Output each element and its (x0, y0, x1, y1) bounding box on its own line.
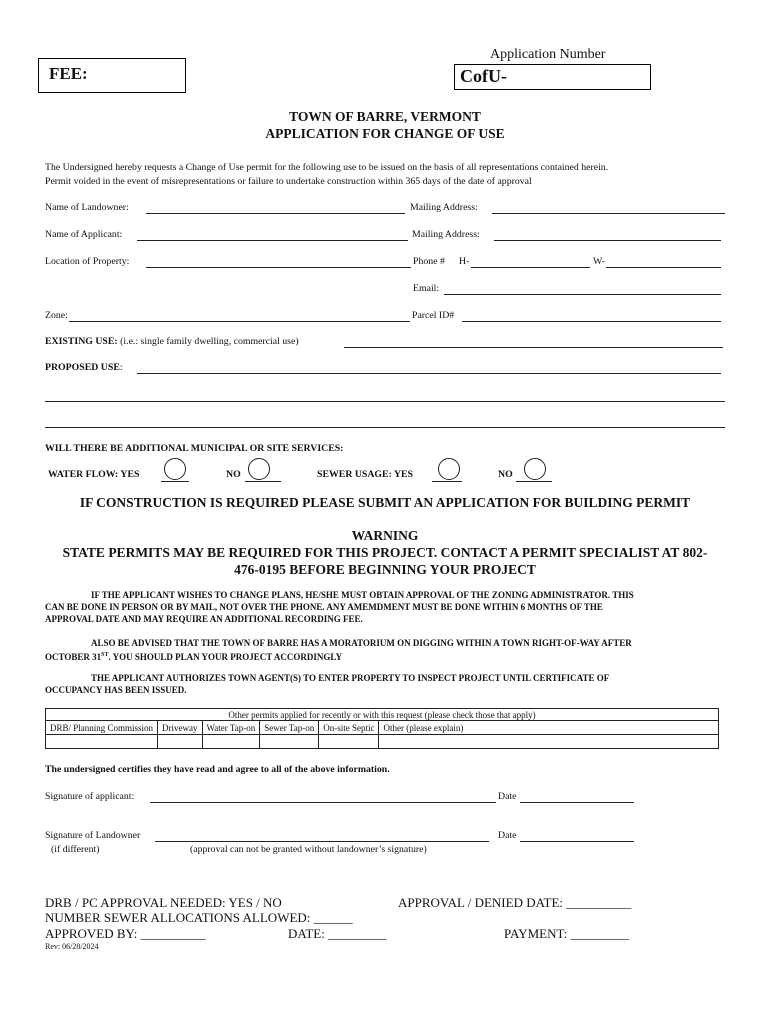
permits-check-septic[interactable] (319, 735, 379, 749)
landowner-approval-note: (approval can not be granted without landowner’s signature) (190, 844, 427, 855)
phone-label: Phone # (413, 256, 445, 267)
warning-line-1: STATE PERMITS MAY BE REQUIRED FOR THIS PROJECT. CONTACT A PERMIT SPECIALIST AT 802- (62, 545, 708, 560)
sewer-usage-no-underline (516, 481, 552, 482)
phone-home-field[interactable] (471, 267, 590, 268)
proposed-use-field[interactable] (137, 373, 721, 374)
warning-heading: WARNING (351, 528, 419, 543)
permits-column-other: Other (please explain) (379, 721, 719, 735)
permits-check-water-tap[interactable] (202, 735, 260, 749)
water-flow-no-radio[interactable] (248, 458, 270, 480)
permits-column-driveway: Driveway (158, 721, 203, 735)
mailing-address-2-field[interactable] (494, 240, 721, 241)
landowner-field[interactable] (146, 213, 405, 214)
change-plans-line-3: APPROVAL DATE AND MAY REQUIRE AN ADDITIONAL RECORDING FEE. (45, 614, 363, 624)
change-plans-paragraph (45, 589, 725, 625)
permits-column-drb: DRB/ Planning Commission (46, 721, 158, 735)
approval-date: DATE: _________ (288, 926, 387, 941)
warning-line-2: 476-0195 BEFORE BEGINNING YOUR PROJECT (234, 562, 536, 577)
existing-use-field[interactable] (344, 347, 723, 348)
sewer-allocations-allowed: NUMBER SEWER ALLOCATIONS ALLOWED: ______ (45, 910, 353, 925)
permits-column-septic: On-site Septic (319, 721, 379, 735)
intro-line-2: Permit voided in the event of misrepresentations or failure to undertake construction within 365 days of the date of approval (45, 176, 532, 187)
landowner-date-field[interactable] (520, 841, 634, 842)
drb-approval-needed: DRB / PC APPROVAL NEEDED: YES / NO (45, 895, 282, 910)
change-plans-line-2: CAN BE DONE IN PERSON OR BY MAIL, NOT OVER THE PHONE. ANY AMEMDMENT MUST BE DONE WITHIN 6 MONTHS OF THE (45, 602, 603, 612)
location-label: Location of Property: (45, 256, 130, 267)
phone-home-label: H- (459, 256, 470, 267)
proposed-use-field-line-2[interactable] (45, 401, 725, 402)
zone-label: Zone: (45, 310, 68, 321)
intro-line-1: The Undersigned hereby requests a Change of Use permit for the following use to be issued on the basis of all representations contained herein. (45, 162, 609, 173)
proposed-use-row (45, 362, 123, 373)
mailing-address-2-label: Mailing Address: (412, 229, 480, 240)
landowner-signature-label: Signature of Landowner (45, 830, 141, 841)
proposed-use-field-line-3[interactable] (45, 427, 725, 428)
landowner-label: Name of Landowner: (45, 202, 129, 213)
permits-table-header-row (46, 709, 719, 721)
mailing-address-1-label: Mailing Address: (410, 202, 478, 213)
applicant-field[interactable] (137, 240, 408, 241)
permits-table-checkbox-row (46, 735, 719, 749)
services-question: WILL THERE BE ADDITIONAL MUNICIPAL OR SITE SERVICES: (45, 443, 344, 454)
permits-table-columns-row (46, 721, 719, 735)
permits-check-drb[interactable] (46, 735, 158, 749)
water-flow-no-underline (245, 481, 281, 482)
construction-notice: IF CONSTRUCTION IS REQUIRED PLEASE SUBMIT AN APPLICATION FOR BUILDING PERMIT (79, 495, 691, 510)
existing-use-hint: (i.e.: single family dwelling, commercial use) (120, 336, 299, 347)
permits-check-driveway[interactable] (158, 735, 203, 749)
email-label: Email: (413, 283, 440, 294)
existing-use-row (45, 336, 299, 347)
inspection-line-1: THE APPLICANT AUTHORIZES TOWN AGENT(S) TO ENTER PROPERTY TO INSPECT PROJECT UNTIL CERTIFICATE OF (91, 673, 610, 683)
proposed-use-label: PROPOSED USE (45, 362, 120, 373)
inspection-paragraph (45, 672, 725, 696)
revision-date: Rev: 06/28/2024 (45, 942, 99, 951)
permits-column-water-tap: Water Tap-on (202, 721, 260, 735)
existing-use-label: EXISTING USE: (45, 336, 118, 347)
sewer-usage-yes-label: SEWER USAGE: YES (317, 469, 413, 480)
sewer-usage-no-radio[interactable] (524, 458, 546, 480)
inspection-line-2: OCCUPANCY HAS BEEN ISSUED. (45, 685, 187, 695)
moratorium-date-suffix: ST (101, 652, 109, 658)
sewer-usage-no-label: NO (498, 469, 513, 480)
water-flow-yes-label: WATER FLOW: YES (48, 469, 140, 480)
applicant-signature-field[interactable] (150, 802, 496, 803)
moratorium-line-1: ALSO BE ADVISED THAT THE TOWN OF BARRE HAS A MORATORIUM ON DIGGING WITHIN A TOWN RIGHT-OF-WAY AFTER (91, 638, 632, 648)
approval-denied-date: APPROVAL / DENIED DATE: __________ (398, 895, 632, 910)
parcel-id-field[interactable] (462, 321, 721, 322)
applicant-date-label: Date (498, 791, 517, 802)
email-field[interactable] (444, 294, 721, 295)
page-title: TOWN OF BARRE, VERMONT (289, 109, 481, 124)
phone-work-label: W- (593, 256, 605, 267)
permits-check-other[interactable] (379, 735, 719, 749)
water-flow-yes-radio[interactable] (164, 458, 186, 480)
water-flow-yes-underline (161, 481, 189, 482)
permits-column-sewer-tap: Sewer Tap-on (260, 721, 319, 735)
approved-by: APPROVED BY: __________ (45, 926, 206, 941)
application-number-value: CofU- (460, 66, 507, 86)
certify-statement: The undersigned certifies they have read and agree to all of the above information. (45, 764, 390, 775)
parcel-id-label: Parcel ID# (412, 310, 455, 321)
moratorium-line-2-rest: . YOU SHOULD PLAN YOUR PROJECT ACCORDINGLY (108, 652, 343, 662)
mailing-address-1-field[interactable] (492, 213, 725, 214)
moratorium-paragraph (45, 637, 725, 663)
other-permits-table (45, 708, 719, 749)
sewer-usage-yes-radio[interactable] (438, 458, 460, 480)
landowner-date-label: Date (498, 830, 517, 841)
applicant-date-field[interactable] (520, 802, 634, 803)
moratorium-line-2 (45, 649, 725, 663)
zone-field[interactable] (69, 321, 410, 322)
application-number-caption: Application Number (490, 47, 606, 62)
applicant-signature-label: Signature of applicant: (45, 791, 135, 802)
water-flow-no-label: NO (226, 469, 241, 480)
fee-label: FEE: (49, 64, 88, 83)
sewer-usage-yes-underline (432, 481, 462, 482)
moratorium-date: OCTOBER 31 (45, 652, 102, 662)
change-plans-line-1: IF THE APPLICANT WISHES TO CHANGE PLANS, HE/SHE MUST OBTAIN APPROVAL OF THE ZONING ADMINISTRATOR. THIS (91, 590, 634, 600)
applicant-label: Name of Applicant: (45, 229, 123, 240)
if-different-note: (if different) (51, 844, 100, 855)
location-field[interactable] (146, 267, 411, 268)
permits-check-sewer-tap[interactable] (260, 735, 319, 749)
landowner-signature-field[interactable] (155, 841, 489, 842)
phone-work-field[interactable] (606, 267, 721, 268)
proposed-use-colon: : (119, 362, 123, 373)
payment: PAYMENT: _________ (504, 926, 630, 941)
permits-table-header: Other permits applied for recently or with this request (please check those that apply) (46, 709, 719, 721)
page-subtitle: APPLICATION FOR CHANGE OF USE (265, 126, 505, 141)
